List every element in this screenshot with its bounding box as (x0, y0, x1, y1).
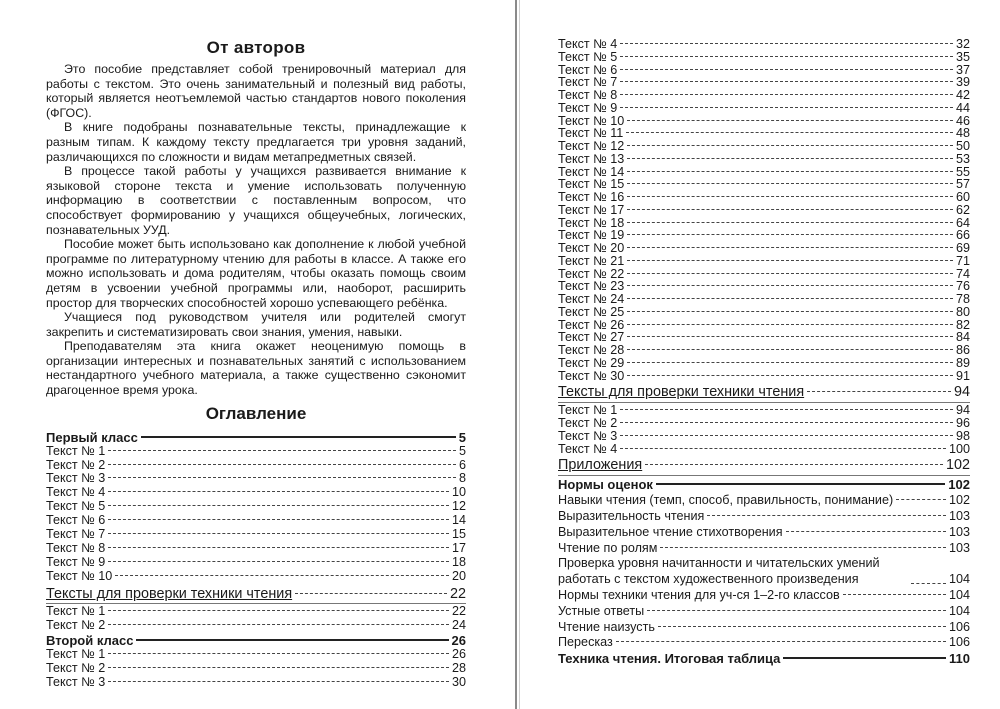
toc-entry-label: Текст № 12 (558, 139, 625, 153)
toc-entry-label: Текст № 3 (558, 428, 618, 443)
toc-entry-label: Текст № 6 (558, 62, 618, 77)
toc-entry-page: 53 (955, 151, 970, 166)
toc-entry[interactable] (558, 509, 970, 525)
toc-entry[interactable] (46, 542, 466, 556)
toc-entry-label: Чтение наизусть (558, 619, 655, 634)
toc-entry-label: Устные ответы (558, 603, 645, 618)
about-authors-text (46, 62, 466, 398)
toc-entry-label: Текст № 9 (46, 554, 106, 569)
toc-entry-label: Текст № 14 (558, 164, 625, 179)
toc-entry[interactable] (558, 51, 970, 64)
toc-entry[interactable] (558, 443, 970, 456)
toc-leader-dots (295, 592, 447, 594)
toc-entry-page: 100 (948, 441, 970, 456)
toc-entry-page: 74 (955, 266, 970, 281)
toc-leader-dots (620, 408, 953, 410)
toc-leader-dots (627, 182, 953, 184)
toc-entry[interactable] (558, 604, 970, 620)
toc-entry[interactable] (558, 357, 970, 370)
toc-entry-page: 44 (955, 100, 970, 115)
toc-leader-dots (108, 666, 449, 668)
toc-entry-page: 104 (948, 572, 970, 587)
toc-leader-dots (616, 640, 946, 642)
toc-entry[interactable] (46, 430, 466, 445)
toc-entry[interactable] (558, 370, 970, 383)
toc-entry[interactable] (558, 384, 970, 403)
toc-entry[interactable] (558, 89, 970, 102)
intro-paragraph: В процессе такой работы у учащихся развивается внимание к языковой стороне текста и умение использовать полученную информацию в соответствии с поставленным вопросом, что способствует формированию у учащихся общеучебных, логических, познавательных УУД. (46, 164, 466, 237)
toc-leader-dots (108, 680, 449, 682)
toc-leader-dots (620, 80, 953, 82)
toc-leader-dots (108, 463, 456, 465)
toc-entry[interactable] (558, 588, 970, 604)
toc-entry-page: 42 (955, 88, 970, 102)
toc-entry-label: Текст № 4 (46, 485, 106, 500)
toc-leader-dots (620, 434, 953, 436)
toc-leader-dots (896, 498, 946, 500)
toc-entry[interactable] (46, 486, 466, 500)
toc-entry-label: Текст № 2 (558, 416, 618, 430)
toc-entry-page: 5 (458, 443, 466, 458)
toc-leader-dots (108, 449, 456, 451)
toc-entry[interactable] (46, 472, 466, 486)
toc-leader-dots (620, 42, 953, 44)
toc-entry-page: 39 (955, 75, 970, 90)
toc-entry-page: 103 (948, 540, 970, 555)
toc-entry-page: 104 (948, 603, 970, 618)
toc-entry-label: Приложения (558, 457, 643, 474)
toc-entry-label: Тексты для проверки техники чтения (46, 585, 293, 602)
toc-leader-dots (108, 532, 449, 534)
toc-entry[interactable] (46, 648, 466, 662)
toc-entry-page: 12 (451, 499, 466, 514)
toc-entry[interactable] (558, 153, 970, 166)
toc-leader-dots (627, 297, 953, 299)
toc-leader-dots (627, 119, 953, 121)
toc-entry[interactable] (46, 528, 466, 542)
toc-entry-label: Текст № 22 (558, 266, 625, 281)
toc-entry-page: 76 (955, 279, 970, 294)
intro-paragraph: Преподавателям эта книга окажет неоценимую помощь в организации интересных и познавательных занятий с использованием нестандартного учебного материала, а также существенно сэкономит драгоценное время урока. (46, 339, 466, 398)
toc-leader-dots (627, 157, 953, 159)
toc-entry-label: Текст № 2 (46, 457, 106, 472)
toc-entry-label: Техника чтения. Итоговая таблица (558, 651, 781, 667)
toc-entry-page: 103 (948, 509, 970, 524)
toc-entry-label: Текст № 18 (558, 215, 625, 230)
toc-leader-dots (843, 593, 946, 595)
toc-entry-page: 71 (955, 253, 970, 268)
toc-entry[interactable] (558, 64, 970, 77)
toc-leader-dots (627, 361, 953, 363)
toc-leader-dots (627, 144, 953, 146)
toc-entry-page: 46 (955, 113, 970, 128)
right-page (518, 0, 1000, 709)
toc-leader-dots (627, 233, 953, 235)
toc-entry-label: Текст № 11 (558, 126, 624, 141)
toc-entry[interactable] (558, 344, 970, 357)
toc-entry-label: Выразительность чтения (558, 509, 705, 524)
toc-entry-label: Текст № 5 (46, 499, 106, 514)
toc-entry[interactable] (46, 619, 466, 633)
toc-entry-page: 50 (955, 139, 970, 153)
toc-entry-page: 37 (955, 62, 970, 77)
toc-entry-label: Текст № 21 (558, 253, 625, 268)
toc-entry-label: Текст № 8 (558, 88, 618, 102)
toc-entry-label: Текст № 28 (558, 343, 625, 357)
toc-leader-dots (136, 638, 448, 641)
toc-entry-page: 91 (955, 368, 970, 383)
toc-entry-label: Текст № 1 (46, 647, 106, 662)
toc-entry-page: 55 (955, 164, 970, 179)
toc-leader-dots (660, 546, 946, 548)
toc-entry-page: 106 (948, 635, 970, 650)
toc-entry[interactable] (46, 445, 466, 459)
toc-entry[interactable] (558, 556, 970, 588)
toc-leader-dots (108, 652, 449, 654)
toc-entry-label: Тексты для проверки техники чтения (558, 384, 805, 401)
toc-entry[interactable] (558, 477, 970, 493)
toc-entry-label: Текст № 19 (558, 228, 625, 243)
toc-entry[interactable] (46, 570, 466, 584)
toc-entry[interactable] (558, 293, 970, 306)
book-spine (515, 0, 517, 709)
toc-entry[interactable] (46, 459, 466, 473)
intro-paragraph: Учащиеся под руководством учителя или родителей смогут закрепить и систематизировать свои знания, умения, навыки. (46, 310, 466, 339)
toc-entry-label: Текст № 17 (558, 202, 625, 217)
toc-entry-label: Текст № 2 (46, 660, 106, 675)
toc-leader-dots (620, 447, 946, 449)
toc-entry[interactable] (558, 541, 970, 557)
toc-entry-label: Текст № 1 (46, 443, 106, 458)
toc-entry[interactable] (558, 651, 970, 667)
toc-leader-dots (620, 93, 953, 95)
toc-entry-label: Текст № 10 (46, 568, 113, 583)
toc-entry-page: 22 (449, 585, 466, 602)
toc-entry-label: Текст № 13 (558, 151, 625, 166)
toc-entry-page: 106 (948, 619, 970, 634)
toc-entry-page: 86 (955, 343, 970, 357)
toc-entry[interactable] (558, 242, 970, 255)
toc-entry[interactable] (558, 102, 970, 115)
toc-entry-label: Текст № 26 (558, 317, 625, 332)
toc-entry-label: Текст № 4 (558, 441, 618, 456)
toc-entry-label: Навыки чтения (темп, способ, правильность, понимание) (558, 493, 894, 508)
toc-title: Оглавление (205, 403, 307, 423)
toc-leader-dots (627, 323, 953, 325)
toc-entry[interactable] (46, 556, 466, 570)
toc-entry-page: 14 (451, 513, 466, 528)
toc-entry-page: 94 (955, 403, 970, 418)
toc-entry-label: Текст № 5 (558, 49, 618, 64)
toc-entry-page: 28 (451, 660, 466, 675)
toc-entry-label: Текст № 16 (558, 190, 625, 204)
toc-entry-label: Проверка уровня начитанности и читательских умений работать с текстом художественного произведения (558, 556, 880, 587)
toc-entry-page: 69 (955, 241, 970, 255)
toc-entry[interactable] (558, 191, 970, 204)
toc-entry-page: 62 (955, 202, 970, 217)
toc-entry-page: 78 (955, 292, 970, 306)
toc-entry[interactable] (558, 457, 970, 476)
toc-entry[interactable] (558, 620, 970, 636)
toc-entry-page: 18 (451, 554, 466, 569)
toc-entry-page: 98 (955, 428, 970, 443)
toc-leader-dots (627, 348, 953, 350)
toc-entry-page: 82 (955, 317, 970, 332)
toc-entry-page: 26 (451, 633, 466, 649)
toc-entry-page: 94 (953, 384, 970, 401)
toc-leader-dots (645, 463, 943, 465)
toc-leader-dots (108, 546, 449, 548)
toc-entry-page: 22 (451, 604, 466, 619)
toc-entry-label: Нормы техники чтения для уч-ся 1–2-го классов (558, 588, 840, 603)
toc-leader-dots (108, 560, 449, 562)
toc-leader-dots (627, 208, 953, 210)
toc-entry[interactable] (46, 605, 466, 619)
toc-leader-dots (108, 490, 449, 492)
toc-entry[interactable] (558, 204, 970, 217)
toc-entry-label: Текст № 8 (46, 541, 106, 555)
toc-entry[interactable] (558, 76, 970, 89)
toc-leader-dots (620, 106, 953, 108)
toc-leader-dots (620, 55, 953, 57)
toc-entry-page: 30 (451, 674, 466, 689)
toc-entry[interactable] (558, 635, 970, 651)
toc-leader-dots (707, 514, 946, 516)
toc-entry[interactable] (558, 417, 970, 430)
toc-entry-label: Текст № 3 (46, 471, 106, 486)
toc-leader-dots (627, 221, 953, 223)
toc-entry-page: 17 (451, 541, 466, 555)
toc-entry-label: Текст № 2 (46, 618, 106, 633)
about-authors-title: От авторов (206, 38, 306, 57)
toc-entry-label: Текст № 27 (558, 330, 625, 345)
toc-leader-dots (108, 623, 449, 625)
toc-leader-dots (783, 656, 946, 659)
toc-leader-dots (627, 310, 953, 312)
toc-entry[interactable] (558, 140, 970, 153)
toc-leader-dots (647, 609, 946, 611)
toc-entry-page: 10 (451, 485, 466, 500)
toc-entry[interactable] (558, 430, 970, 443)
toc-entry-label: Второй класс (46, 633, 134, 649)
toc-list-right (558, 38, 970, 667)
toc-leader-dots (627, 335, 953, 337)
toc-entry-label: Текст № 7 (46, 527, 106, 542)
toc-entry-page: 110 (949, 651, 970, 667)
toc-entry[interactable] (558, 306, 970, 319)
toc-leader-dots (911, 582, 946, 584)
toc-entry-label: Текст № 24 (558, 292, 625, 306)
toc-leader-dots (627, 195, 953, 197)
toc-leader-dots (656, 482, 945, 485)
toc-entry-label: Текст № 9 (558, 100, 618, 115)
toc-entry-label: Нормы оценок (558, 477, 653, 493)
toc-entry-label: Пересказ (558, 635, 613, 650)
toc-entry-page: 6 (458, 457, 466, 472)
toc-entry-page: 104 (948, 588, 970, 603)
toc-entry-page: 66 (955, 228, 970, 243)
toc-entry-page: 35 (955, 49, 970, 64)
toc-leader-dots (108, 476, 456, 478)
toc-entry-page: 32 (955, 37, 970, 51)
intro-paragraph: Это пособие представляет собой тренировочный материал для работы с текстом. Это очень занимательный и полезный вид работы, который является неотъемлемой частью стандартов нового поколения (ФГОС). (46, 62, 466, 120)
toc-entry-label: Текст № 23 (558, 279, 625, 294)
toc-entry-page: 57 (955, 177, 970, 192)
toc-entry-page: 84 (955, 330, 970, 345)
toc-entry[interactable] (46, 676, 466, 690)
toc-entry-label: Текст № 29 (558, 355, 625, 370)
toc-leader-dots (627, 272, 953, 274)
toc-leader-dots (626, 131, 953, 133)
toc-entry-label: Чтение по ролям (558, 540, 658, 555)
intro-paragraph: Пособие может быть использовано как дополнение к любой учебной программе по литературному чтению для работы в классе. А также его можно использовать и дома родителям, чтобы оказать помощь своим детям в усвоении учебной программы или, наоборот, расширить простор для творческих способностей хорошо успевающего ребёнка. (46, 237, 466, 310)
toc-entry-label: Текст № 1 (558, 403, 618, 418)
toc-entry-label: Выразительное чтение стихотворения (558, 524, 783, 539)
toc-entry[interactable] (558, 38, 970, 51)
toc-entry-page: 80 (955, 304, 970, 319)
toc-entry-page: 48 (955, 126, 970, 141)
toc-entry-page: 8 (458, 471, 466, 486)
toc-leader-dots (115, 574, 449, 576)
toc-entry-label: Текст № 1 (46, 604, 106, 619)
toc-leader-dots (108, 518, 449, 520)
toc-leader-dots (627, 246, 953, 248)
toc-leader-dots (141, 435, 456, 438)
toc-leader-dots (658, 625, 946, 627)
toc-leader-dots (627, 170, 953, 172)
toc-leader-dots (627, 259, 953, 261)
toc-entry-label: Текст № 30 (558, 368, 625, 383)
toc-entry-label: Текст № 4 (558, 37, 618, 51)
toc-entry-page: 24 (451, 618, 466, 633)
toc-entry-page: 26 (451, 647, 466, 662)
toc-entry[interactable] (558, 404, 970, 417)
toc-entry-label: Текст № 3 (46, 674, 106, 689)
toc-leader-dots (108, 609, 449, 611)
toc-entry-page: 103 (948, 524, 970, 539)
toc-leader-dots (627, 284, 953, 286)
toc-entry-page: 102 (948, 493, 970, 508)
toc-entry-page: 102 (945, 457, 970, 474)
toc-entry[interactable] (46, 633, 466, 648)
toc-entry[interactable] (46, 586, 466, 605)
toc-leader-dots (108, 504, 449, 506)
toc-leader-dots (627, 374, 953, 376)
toc-entry-page: 64 (955, 215, 970, 230)
toc-entry[interactable] (46, 662, 466, 676)
toc-entry-label: Текст № 7 (558, 75, 618, 90)
toc-entry[interactable] (46, 500, 466, 514)
toc-entry[interactable] (558, 493, 970, 509)
toc-entry[interactable] (46, 514, 466, 528)
toc-entry-page: 96 (955, 416, 970, 430)
toc-entry-page: 15 (451, 527, 466, 542)
toc-entry-page: 60 (955, 190, 970, 204)
toc-entry-label: Текст № 6 (46, 513, 106, 528)
toc-list-left (46, 430, 466, 690)
intro-paragraph: В книге подобраны познавательные тексты, принадлежащие к разным типам. К каждому тексту предлагается три уровня заданий, различающихся по сложности и видам метапредметных связей. (46, 120, 466, 164)
toc-entry-label: Текст № 15 (558, 177, 625, 192)
toc-entry-label: Текст № 10 (558, 113, 625, 128)
toc-entry-label: Первый класс (46, 429, 138, 445)
toc-leader-dots (786, 530, 946, 532)
toc-entry-page: 5 (458, 429, 466, 445)
toc-leader-dots (807, 390, 951, 392)
toc-entry[interactable] (558, 525, 970, 541)
toc-entry-page: 102 (948, 477, 970, 493)
toc-leader-dots (620, 68, 953, 70)
toc-entry-label: Текст № 20 (558, 241, 625, 255)
toc-entry-page: 89 (955, 355, 970, 370)
toc-leader-dots (620, 421, 953, 423)
toc-entry[interactable] (558, 255, 970, 268)
toc-entry-label: Текст № 25 (558, 304, 625, 319)
toc-entry-page: 20 (451, 568, 466, 583)
